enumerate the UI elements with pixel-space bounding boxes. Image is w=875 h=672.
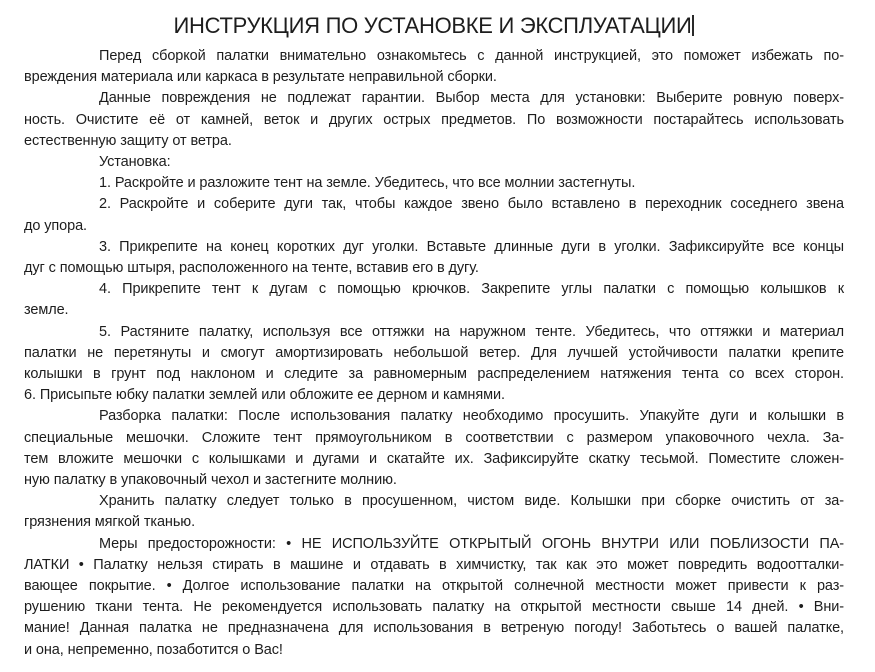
- text-line[interactable]: дуг с помощью штыря, расположенного на тенте, вставив его в дугу.: [24, 260, 479, 277]
- text-line[interactable]: вающее покрытие. • Долгое использование палатки на открытой солнечной местности может привести к раз-: [24, 578, 844, 595]
- text-line[interactable]: Разборка палатки: После использования палатку необходимо просушить. Упакуйте дуги и колышки в: [99, 408, 844, 425]
- document-title-text: ИНСТРУКЦИЯ ПО УСТАНОВКЕ И ЭКСПЛУАТАЦИИ: [173, 13, 692, 38]
- text-line[interactable]: рушению ткани тента. Не рекомендуется использовать палатку на открытой местности свыше 14 дней. • Вни-: [24, 599, 844, 616]
- paragraph: [24, 237, 844, 279]
- text-line[interactable]: 2. Раскройте и соберите дуги так, чтобы каждое звено было вставлено в переходник соседнего звена: [99, 196, 844, 213]
- text-line[interactable]: вреждения материала или каркаса в результате неправильной сборки.: [24, 69, 497, 86]
- text-line[interactable]: естественную защиту от ветра.: [24, 132, 232, 149]
- text-line[interactable]: ЛАТКИ • Палатку нельзя стирать в машине и отдавать в химчистку, так как это может повредить водоотталки-: [24, 556, 844, 573]
- text-line[interactable]: тем вложите мешочки с колышками и дугами и скатайте их. Зафиксируйте скатку тесьмой. Поместите сложен-: [24, 450, 844, 467]
- text-line[interactable]: Хранить палатку следует только в просушенном, чистом виде. Колышки при сборке очистить от за-: [99, 493, 844, 510]
- text-line[interactable]: 6. Присыпьте юбку палатки землей или обложите ее дерном и камнями.: [24, 387, 505, 404]
- text-line[interactable]: 4. Прикрепите тент к дугам с помощью крючков. Закрепите углы палатки с помощью колышков к: [99, 281, 844, 298]
- text-line[interactable]: палатки не перетянуты и смогут амортизировать небольшой ветер. Для лучшей устойчивости палатки крепите: [24, 344, 844, 361]
- paragraph: [24, 534, 844, 661]
- text-line[interactable]: и она, непременно, позаботится о Вас!: [24, 641, 283, 658]
- text-line[interactable]: ную палатку в упаковочный чехол и застегните молнию.: [24, 472, 397, 489]
- text-line[interactable]: земле.: [24, 302, 69, 319]
- text-line[interactable]: колышки в грунт под наклоном и следите за равномерным распределением натяжения тента со всех сторон.: [24, 366, 844, 383]
- text-line[interactable]: Перед сборкой палатки внимательно ознакомьтесь с данной инструкцией, это поможет избежать по-: [99, 48, 844, 64]
- text-line[interactable]: грязнения мягкой тканью.: [24, 514, 195, 531]
- text-line[interactable]: специальные мешочки. Сложите тент прямоугольником в соответствии с размером упаковочного чехла. За-: [24, 429, 844, 446]
- paragraph: [24, 491, 844, 533]
- paragraph: [24, 322, 844, 407]
- text-line[interactable]: Меры предосторожности: • НЕ ИСПОЛЬЗУЙТЕ ОТКРЫТЫЙ ОГОНЬ ВНУТРИ ИЛИ ПОБЛИЗОСТИ ПА-: [99, 535, 844, 552]
- paragraph: [24, 46, 844, 88]
- text-line[interactable]: 1. Раскройте и разложите тент на земле. Убедитесь, что все молнии застегнуты.: [99, 175, 636, 192]
- text-line[interactable]: 5. Растяните палатку, используя все оттяжки на наружном тенте. Убедитесь, что оттяжки и материал: [99, 323, 844, 340]
- paragraph: [24, 152, 844, 173]
- paragraph: [24, 279, 844, 321]
- text-line[interactable]: до упора.: [24, 217, 87, 234]
- text-line[interactable]: мание! Данная палатка не предназначена для использования в ветреную погоду! Заботьтесь о вашей палатке,: [24, 620, 844, 637]
- text-line[interactable]: Установка:: [99, 154, 171, 171]
- text-cursor-caret: [692, 15, 694, 36]
- paragraph: [24, 88, 844, 152]
- text-line[interactable]: Данные повреждения не подлежат гарантии. Выбор места для установки: Выберите ровную поверх-: [99, 90, 844, 107]
- text-line[interactable]: 3. Прикрепите на конец коротких дуг уголки. Вставьте длинные дуги в уголки. Зафиксируйте все концы: [99, 238, 844, 255]
- paragraph: [24, 173, 844, 194]
- paragraph: [24, 194, 844, 236]
- document-body[interactable]: [24, 46, 844, 661]
- paragraph: [24, 406, 844, 491]
- text-line[interactable]: ность. Очистите её от камней, веток и других острых предметов. По возможности постарайтесь использовать: [24, 111, 844, 128]
- document-title[interactable]: [24, 12, 844, 39]
